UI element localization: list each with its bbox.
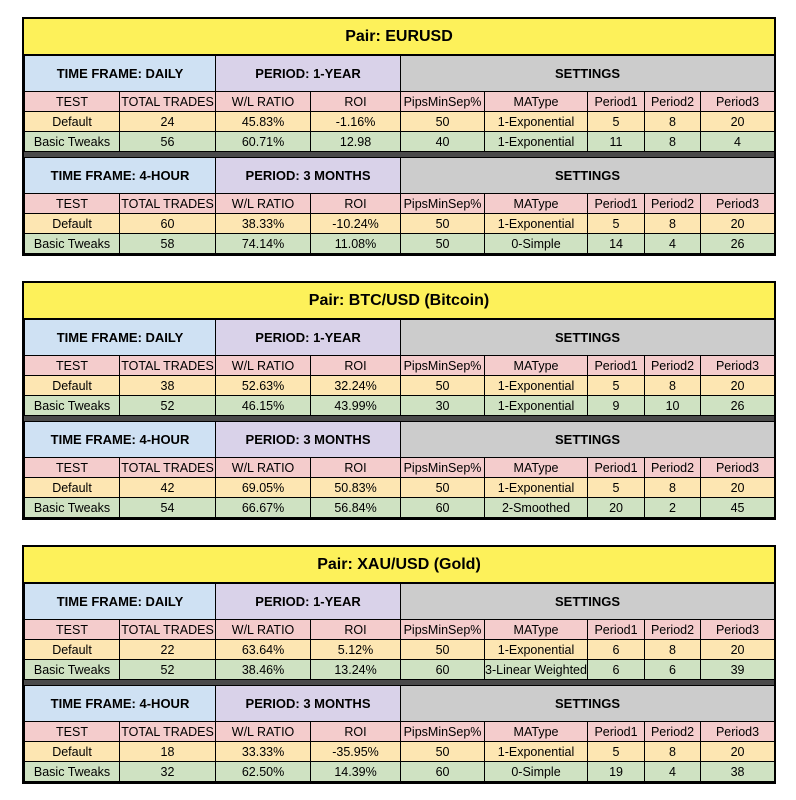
- column-header: TOTAL TRADES: [120, 356, 216, 376]
- table-cell: Basic Tweaks: [25, 762, 120, 782]
- table-cell: 0-Simple: [485, 762, 588, 782]
- table-cell: 9: [588, 396, 645, 416]
- table-cell: 6: [645, 660, 701, 680]
- table-cell: Default: [25, 112, 120, 132]
- column-header: TOTAL TRADES: [120, 620, 216, 640]
- table-cell: 20: [701, 478, 775, 498]
- table-cell: 50.83%: [311, 478, 401, 498]
- section-header-row: [25, 158, 775, 194]
- table-cell: 20: [701, 214, 775, 234]
- column-header: TOTAL TRADES: [120, 458, 216, 478]
- column-header-row: [25, 620, 775, 640]
- table-cell: Default: [25, 376, 120, 396]
- table-cell: 5: [588, 376, 645, 396]
- column-header: ROI: [311, 620, 401, 640]
- results-table: [24, 685, 775, 782]
- table-cell: 1-Exponential: [485, 478, 588, 498]
- column-header: Period3: [701, 356, 775, 376]
- table-cell: 8: [645, 214, 701, 234]
- table-cell: 1-Exponential: [485, 742, 588, 762]
- section-header-row: [25, 422, 775, 458]
- table-row: [25, 214, 775, 234]
- column-header: PipsMinSep%: [401, 92, 485, 112]
- settings-label: SETTINGS: [401, 686, 775, 722]
- timeframe-label: TIME FRAME: 4-HOUR: [25, 686, 216, 722]
- table-cell: 33.33%: [216, 742, 311, 762]
- table-cell: Basic Tweaks: [25, 234, 120, 254]
- column-header: TEST: [25, 722, 120, 742]
- table-row: [25, 112, 775, 132]
- table-cell: 12.98: [311, 132, 401, 152]
- pair-block: [22, 545, 776, 784]
- table-cell: 38: [701, 762, 775, 782]
- column-header: W/L RATIO: [216, 458, 311, 478]
- table-cell: 20: [588, 498, 645, 518]
- column-header: Period2: [645, 194, 701, 214]
- table-cell: 40: [401, 132, 485, 152]
- table-cell: 32: [120, 762, 216, 782]
- column-header: Period2: [645, 356, 701, 376]
- column-header: TEST: [25, 620, 120, 640]
- table-cell: -10.24%: [311, 214, 401, 234]
- table-cell: 50: [401, 234, 485, 254]
- column-header-row: [25, 194, 775, 214]
- table-cell: 6: [588, 660, 645, 680]
- table-row: [25, 498, 775, 518]
- timeframe-label: TIME FRAME: 4-HOUR: [25, 422, 216, 458]
- table-row: [25, 396, 775, 416]
- table-cell: 18: [120, 742, 216, 762]
- column-header: Period1: [588, 356, 645, 376]
- table-cell: 1-Exponential: [485, 214, 588, 234]
- section-header-row: [25, 584, 775, 620]
- table-cell: 2-Smoothed: [485, 498, 588, 518]
- table-cell: 26: [701, 234, 775, 254]
- table-cell: 10: [645, 396, 701, 416]
- table-cell: 5: [588, 742, 645, 762]
- results-table: [24, 421, 775, 518]
- table-cell: 11: [588, 132, 645, 152]
- table-cell: 5: [588, 112, 645, 132]
- table-cell: 20: [701, 742, 775, 762]
- period-label: PERIOD: 1-YEAR: [216, 56, 401, 92]
- table-cell: 50: [401, 214, 485, 234]
- column-header: W/L RATIO: [216, 356, 311, 376]
- column-header: PipsMinSep%: [401, 194, 485, 214]
- table-cell: 54: [120, 498, 216, 518]
- table-cell: 60: [401, 660, 485, 680]
- settings-label: SETTINGS: [401, 422, 775, 458]
- column-header: Period2: [645, 620, 701, 640]
- table-cell: 50: [401, 112, 485, 132]
- column-header: W/L RATIO: [216, 92, 311, 112]
- pair-title: Pair: XAU/USD (Gold): [24, 547, 774, 583]
- period-label: PERIOD: 3 MONTHS: [216, 158, 401, 194]
- settings-label: SETTINGS: [401, 56, 775, 92]
- table-cell: 38.46%: [216, 660, 311, 680]
- table-cell: 4: [701, 132, 775, 152]
- column-header-row: [25, 92, 775, 112]
- results-table: [24, 583, 775, 680]
- table-row: [25, 132, 775, 152]
- table-cell: 20: [701, 376, 775, 396]
- table-cell: 19: [588, 762, 645, 782]
- column-header: PipsMinSep%: [401, 620, 485, 640]
- table-cell: 63.64%: [216, 640, 311, 660]
- table-cell: 52: [120, 396, 216, 416]
- table-cell: 1-Exponential: [485, 112, 588, 132]
- column-header: ROI: [311, 458, 401, 478]
- table-cell: 52.63%: [216, 376, 311, 396]
- table-cell: 11.08%: [311, 234, 401, 254]
- table-cell: 26: [701, 396, 775, 416]
- column-header: TEST: [25, 458, 120, 478]
- column-header-row: [25, 356, 775, 376]
- table-cell: 8: [645, 478, 701, 498]
- settings-label: SETTINGS: [401, 320, 775, 356]
- column-header: PipsMinSep%: [401, 722, 485, 742]
- table-cell: 5.12%: [311, 640, 401, 660]
- table-cell: 20: [701, 640, 775, 660]
- table-cell: 8: [645, 376, 701, 396]
- column-header: Period1: [588, 722, 645, 742]
- table-cell: 1-Exponential: [485, 376, 588, 396]
- pair-block: [22, 281, 776, 520]
- table-cell: 8: [645, 112, 701, 132]
- column-header: W/L RATIO: [216, 722, 311, 742]
- column-header: MAType: [485, 722, 588, 742]
- table-row: [25, 376, 775, 396]
- table-cell: 14: [588, 234, 645, 254]
- table-cell: 58: [120, 234, 216, 254]
- table-cell: Default: [25, 214, 120, 234]
- table-cell: 50: [401, 640, 485, 660]
- column-header: TOTAL TRADES: [120, 194, 216, 214]
- pair-title: Pair: BTC/USD (Bitcoin): [24, 283, 774, 319]
- results-table: [24, 157, 775, 254]
- table-cell: 5: [588, 214, 645, 234]
- timeframe-label: TIME FRAME: DAILY: [25, 320, 216, 356]
- settings-label: SETTINGS: [401, 158, 775, 194]
- table-cell: 32.24%: [311, 376, 401, 396]
- table-cell: 8: [645, 640, 701, 660]
- table-cell: 0-Simple: [485, 234, 588, 254]
- column-header: Period1: [588, 458, 645, 478]
- column-header: Period2: [645, 92, 701, 112]
- column-header: Period3: [701, 722, 775, 742]
- table-cell: 74.14%: [216, 234, 311, 254]
- table-cell: 50: [401, 478, 485, 498]
- table-cell: 38: [120, 376, 216, 396]
- table-cell: 1-Exponential: [485, 132, 588, 152]
- table-cell: 45: [701, 498, 775, 518]
- table-cell: Default: [25, 742, 120, 762]
- column-header: ROI: [311, 722, 401, 742]
- table-cell: 46.15%: [216, 396, 311, 416]
- table-cell: 22: [120, 640, 216, 660]
- column-header: ROI: [311, 356, 401, 376]
- column-header: ROI: [311, 194, 401, 214]
- table-cell: 6: [588, 640, 645, 660]
- period-label: PERIOD: 3 MONTHS: [216, 422, 401, 458]
- table-cell: 8: [645, 742, 701, 762]
- table-cell: 45.83%: [216, 112, 311, 132]
- column-header: MAType: [485, 92, 588, 112]
- table-cell: 4: [645, 234, 701, 254]
- column-header: MAType: [485, 356, 588, 376]
- table-cell: 3-Linear Weighted: [485, 660, 588, 680]
- table-cell: 24: [120, 112, 216, 132]
- timeframe-label: TIME FRAME: 4-HOUR: [25, 158, 216, 194]
- table-cell: 60: [120, 214, 216, 234]
- column-header-row: [25, 722, 775, 742]
- results-table: [24, 55, 775, 152]
- column-header: TEST: [25, 92, 120, 112]
- table-cell: 60.71%: [216, 132, 311, 152]
- table-row: [25, 478, 775, 498]
- table-cell: 39: [701, 660, 775, 680]
- column-header: Period3: [701, 458, 775, 478]
- column-header: Period3: [701, 620, 775, 640]
- timeframe-label: TIME FRAME: DAILY: [25, 584, 216, 620]
- period-label: PERIOD: 1-YEAR: [216, 584, 401, 620]
- pair-block: [22, 17, 776, 256]
- table-row: [25, 234, 775, 254]
- results-table: [24, 319, 775, 416]
- pair-title: Pair: EURUSD: [24, 19, 774, 55]
- timeframe-label: TIME FRAME: DAILY: [25, 56, 216, 92]
- table-cell: 38.33%: [216, 214, 311, 234]
- period-label: PERIOD: 3 MONTHS: [216, 686, 401, 722]
- column-header: TOTAL TRADES: [120, 722, 216, 742]
- table-cell: 14.39%: [311, 762, 401, 782]
- table-cell: 13.24%: [311, 660, 401, 680]
- table-cell: 50: [401, 376, 485, 396]
- table-cell: Basic Tweaks: [25, 660, 120, 680]
- table-cell: Default: [25, 640, 120, 660]
- column-header: Period3: [701, 194, 775, 214]
- table-cell: 43.99%: [311, 396, 401, 416]
- table-row: [25, 762, 775, 782]
- table-cell: 1-Exponential: [485, 640, 588, 660]
- table-cell: Basic Tweaks: [25, 396, 120, 416]
- table-cell: 60: [401, 762, 485, 782]
- table-cell: 1-Exponential: [485, 396, 588, 416]
- column-header: W/L RATIO: [216, 620, 311, 640]
- table-cell: 8: [645, 132, 701, 152]
- settings-label: SETTINGS: [401, 584, 775, 620]
- table-cell: Default: [25, 478, 120, 498]
- column-header: PipsMinSep%: [401, 356, 485, 376]
- table-row: [25, 660, 775, 680]
- table-cell: 5: [588, 478, 645, 498]
- table-cell: 20: [701, 112, 775, 132]
- table-cell: Basic Tweaks: [25, 498, 120, 518]
- table-cell: Basic Tweaks: [25, 132, 120, 152]
- table-cell: 50: [401, 742, 485, 762]
- column-header: PipsMinSep%: [401, 458, 485, 478]
- column-header: MAType: [485, 458, 588, 478]
- table-cell: 52: [120, 660, 216, 680]
- column-header: MAType: [485, 194, 588, 214]
- column-header: TEST: [25, 356, 120, 376]
- table-cell: 69.05%: [216, 478, 311, 498]
- period-label: PERIOD: 1-YEAR: [216, 320, 401, 356]
- column-header: Period1: [588, 92, 645, 112]
- section-header-row: [25, 686, 775, 722]
- column-header-row: [25, 458, 775, 478]
- table-cell: 56: [120, 132, 216, 152]
- column-header: W/L RATIO: [216, 194, 311, 214]
- column-header: Period2: [645, 722, 701, 742]
- section-header-row: [25, 320, 775, 356]
- table-cell: -35.95%: [311, 742, 401, 762]
- column-header: Period2: [645, 458, 701, 478]
- table-cell: 56.84%: [311, 498, 401, 518]
- table-cell: 60: [401, 498, 485, 518]
- table-cell: 4: [645, 762, 701, 782]
- column-header: ROI: [311, 92, 401, 112]
- table-cell: 66.67%: [216, 498, 311, 518]
- column-header: TEST: [25, 194, 120, 214]
- column-header: Period1: [588, 194, 645, 214]
- table-cell: -1.16%: [311, 112, 401, 132]
- table-cell: 30: [401, 396, 485, 416]
- column-header: MAType: [485, 620, 588, 640]
- table-row: [25, 640, 775, 660]
- table-cell: 2: [645, 498, 701, 518]
- table-cell: 62.50%: [216, 762, 311, 782]
- section-header-row: [25, 56, 775, 92]
- column-header: TOTAL TRADES: [120, 92, 216, 112]
- column-header: Period1: [588, 620, 645, 640]
- table-cell: 42: [120, 478, 216, 498]
- column-header: Period3: [701, 92, 775, 112]
- table-row: [25, 742, 775, 762]
